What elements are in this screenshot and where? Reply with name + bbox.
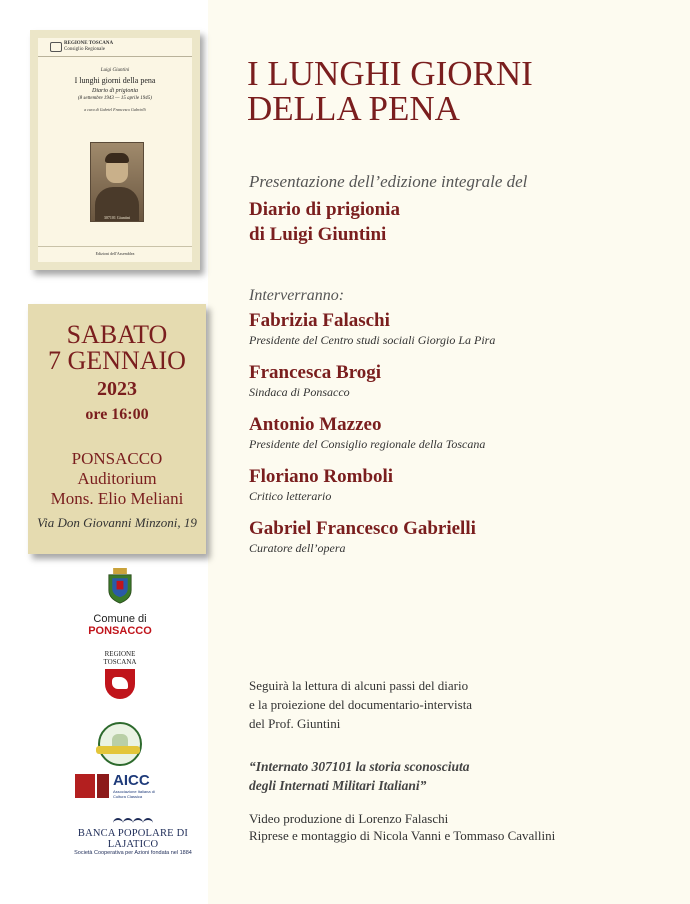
credit-line1: Video produzione di Lorenzo Falaschi: [249, 811, 449, 826]
regione-logo-icon: [50, 42, 62, 52]
book-ref-line2: di Luigi Giuntini: [249, 224, 387, 245]
doc-title-line1: “Internato 307101 la storia sconosciuta: [249, 759, 470, 774]
comune-name: PONSACCO: [88, 625, 152, 637]
event-details-box: [28, 304, 206, 554]
book-title: I lunghi giorni della pena: [74, 76, 156, 85]
regione-toscana-logo: [60, 650, 180, 699]
la-pira-emblem-icon: [98, 722, 142, 766]
book-dates: (8 settembre 1943 — 15 aprile 1945): [78, 96, 152, 101]
book-header: [38, 38, 192, 57]
banca-lajatico-logo: [58, 818, 208, 856]
aicc-mark-icon: [75, 774, 95, 798]
title-line1: I LUNGHI GIORNI: [247, 54, 533, 93]
event-venue-line2: Mons. Elio Meliani: [50, 489, 184, 508]
event-day: SABATO: [66, 320, 168, 349]
documentary-title: [249, 757, 470, 795]
speaker-role: Sindaca di Ponsacco: [249, 385, 350, 399]
book-header-line1: REGIONE TOSCANA: [64, 41, 114, 46]
banca-name: BANCA POPOLARE DI LAJATICO: [77, 828, 189, 850]
giorgio-la-pira-logo: [60, 722, 180, 766]
aicc-name: AICC: [113, 772, 150, 789]
book-subtitle: Diario di prigionia: [91, 88, 138, 94]
speaker-role: Presidente del Consiglio regionale della Toscana: [249, 437, 486, 451]
title-line2: DELLA PENA: [247, 89, 460, 128]
event-year: 2023: [97, 378, 137, 400]
poster-title: [247, 56, 667, 126]
book-author: Luigi Giuntini: [100, 68, 130, 73]
aicc-mark2-icon: [97, 774, 109, 798]
note-line1: Seguirà la lettura di alcuni passi del diario: [249, 678, 469, 693]
book-editor: a cura di Gabriel Francesco Gabrielli: [84, 107, 146, 112]
event-venue-line1: Auditorium: [77, 469, 157, 488]
doc-title-line2: degli Internati Militari Italiani”: [249, 778, 427, 793]
book-cover: [30, 30, 200, 270]
speaker-item: [249, 310, 495, 348]
event-date: 7 GENNAIO: [48, 346, 186, 375]
regione-name: TOSCANA: [103, 658, 137, 666]
speaker-role: Curatore dell’opera: [249, 541, 346, 555]
speaker-name: Francesca Brogi: [249, 362, 382, 383]
book-publisher: Edizioni dell'Assemblea: [38, 246, 192, 256]
comune-crest-icon: [105, 568, 135, 604]
speaker-role: Critico letterario: [249, 489, 332, 503]
comune-ponsacco-logo: [60, 568, 180, 637]
presentation-intro: Presentazione dell’edizione integrale del: [249, 172, 528, 191]
program-note: [249, 676, 472, 733]
photo-caption: 307101 Giuntini: [103, 215, 131, 220]
banca-subtitle: Società Cooperativa per Azioni fondata nel 1884: [74, 850, 192, 856]
regione-label: REGIONE: [104, 650, 136, 658]
event-street: Via Don Giovanni Minzoni, 19: [37, 515, 197, 530]
event-city: PONSACCO: [71, 449, 163, 468]
portrait-photo: [90, 142, 144, 222]
speaker-name: Gabriel Francesco Gabrielli: [249, 518, 476, 539]
speaker-item: [249, 466, 393, 504]
speaker-item: [249, 518, 476, 556]
book-cover-inner: [38, 38, 192, 262]
speakers-label: Interverranno:: [249, 287, 345, 304]
speaker-role: Presidente del Centro studi sociali Giorgio La Pira: [249, 333, 496, 347]
pegasus-icon: [105, 669, 135, 699]
speaker-name: Antonio Mazzeo: [249, 414, 382, 435]
video-credits: [249, 810, 555, 844]
speaker-name: Fabrizia Falaschi: [249, 310, 390, 331]
book-reference: [249, 197, 400, 247]
note-line2: e la proiezione del documentario-intervista: [249, 697, 473, 712]
note-line3: del Prof. Giuntini: [249, 716, 341, 731]
speaker-item: [249, 414, 485, 452]
aicc-subtitle: Associazione Italiana di Cultura Classica: [113, 789, 155, 799]
speaker-item: [249, 362, 381, 400]
credit-line2: Riprese e montaggio di Nicola Vanni e Tommaso Cavallini: [249, 828, 556, 843]
speaker-name: Floriano Romboli: [249, 466, 394, 487]
aicc-logo: [60, 772, 180, 802]
comune-label: Comune di: [93, 613, 147, 625]
book-header-line2: Consiglio Regionale: [64, 47, 105, 52]
book-ref-line1: Diario di prigionia: [249, 199, 400, 220]
bridge-arch-icon: [113, 818, 153, 826]
event-time: ore 16:00: [85, 406, 149, 423]
